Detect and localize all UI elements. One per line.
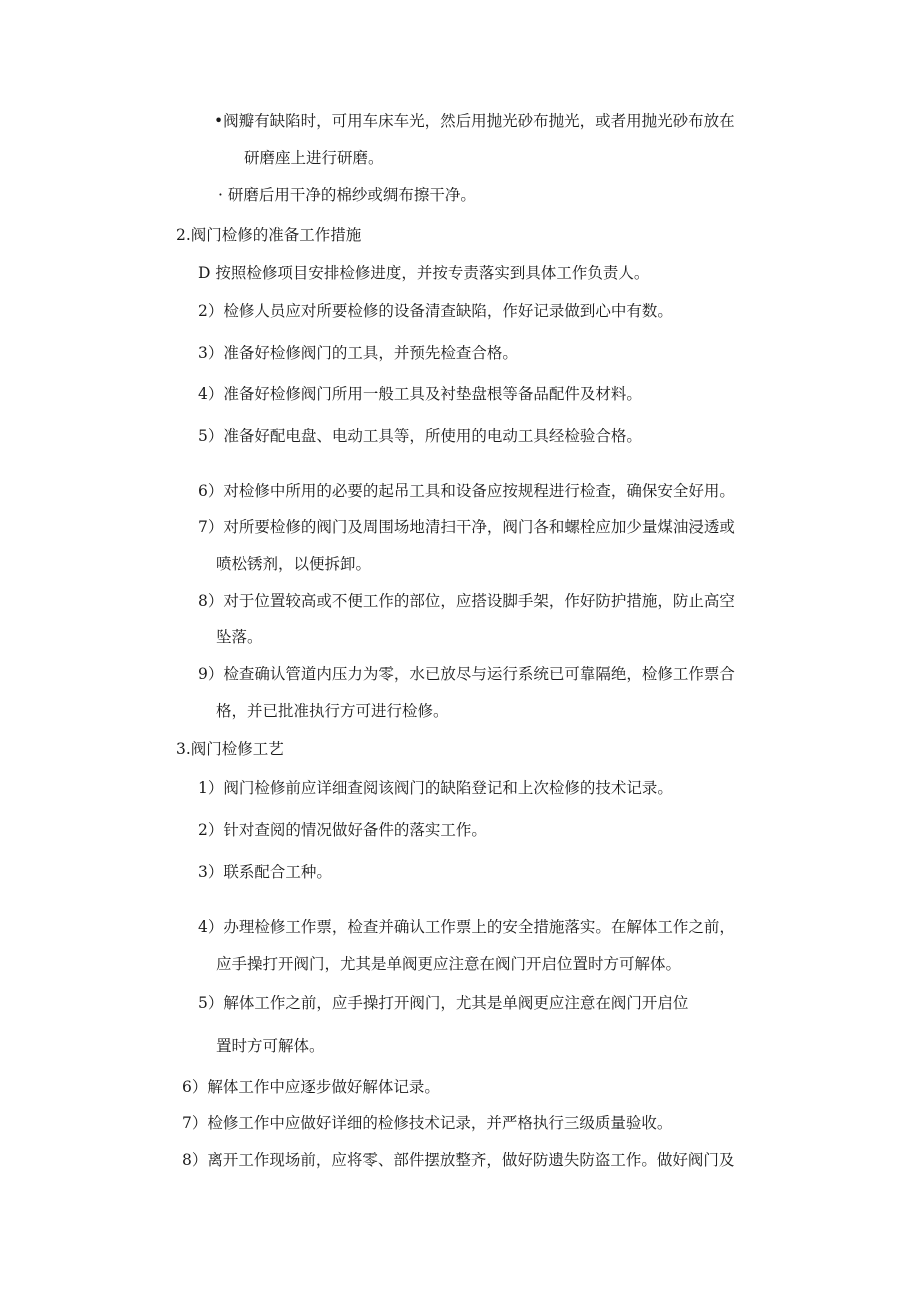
list-item: 2）检修人员应对所要检修的设备清查缺陷，作好记录做到心中有数。	[198, 302, 673, 320]
list-item: D 按照检修项目安排检修进度，并按专责落实到具体工作负责人。	[198, 264, 650, 282]
list-item: 6）解体工作中应逐步做好解体记录。	[182, 1078, 440, 1096]
list-item: 5）解体工作之前，应手操打开阀门，尤其是单阀更应注意在阀门开启位	[198, 994, 689, 1012]
list-item-continuation: 应手操打开阀门，尤其是单阀更应注意在阀门开启位置时方可解体。	[216, 955, 682, 973]
list-item-continuation: 喷松锈剂，以便拆卸。	[216, 555, 372, 573]
text-line: •阀瓣有缺陷时，可用车床车光，然后用抛光砂布抛光，或者用抛光砂布放在	[214, 112, 735, 130]
list-item: 8）对于位置较高或不便工作的部位，应搭设脚手架，作好防护措施，防止高空	[198, 592, 735, 610]
section-heading: 2.阀门检修的准备工作措施	[176, 226, 362, 244]
list-item: 6）对检修中所用的必要的起吊工具和设备应按规程进行检查，确保安全好用。	[198, 482, 735, 500]
list-item: 9）检查确认管道内压力为零，水已放尽与运行系统已可靠隔绝，检修工作票合	[198, 665, 735, 683]
list-item: 7）检修工作中应做好详细的检修技术记录，并严格执行三级质量验收。	[182, 1114, 673, 1132]
list-item: 8）离开工作现场前，应将零、部件摆放整齐，做好防遗失防盗工作。做好阀门及	[182, 1151, 735, 1169]
text-line: 研磨座上进行研磨。	[244, 149, 384, 167]
list-item-continuation: 坠落。	[216, 628, 263, 646]
list-item: 3）准备好检修阀门的工具，并预先检查合格。	[198, 344, 518, 362]
list-item: 1）阀门检修前应详细查阅该阀门的缺陷登记和上次检修的技术记录。	[198, 779, 673, 797]
list-item: 2）针对查阅的情况做好备件的落实工作。	[198, 821, 487, 839]
list-item: 3）联系配合工种。	[198, 863, 332, 881]
section-heading: 3.阀门检修工艺	[176, 740, 284, 758]
list-item: 5）准备好配电盘、电动工具等，所使用的电动工具经检验合格。	[198, 427, 642, 445]
text-line: · 研磨后用干净的棉纱或绸布擦干净。	[218, 186, 476, 204]
list-item: 4）办理检修工作票，检查并确认工作票上的安全措施落实。在解体工作之前，	[198, 918, 735, 936]
list-item-continuation: 格，并已批准执行方可进行检修。	[216, 702, 449, 720]
list-item-continuation: 置时方可解体。	[216, 1037, 325, 1055]
list-item: 7）对所要检修的阀门及周围场地清扫干净，阀门各和螺栓应加少量煤油浸透或	[198, 518, 735, 536]
list-item: 4）准备好检修阀门所用一般工具及衬垫盘根等备品配件及材料。	[198, 385, 642, 403]
